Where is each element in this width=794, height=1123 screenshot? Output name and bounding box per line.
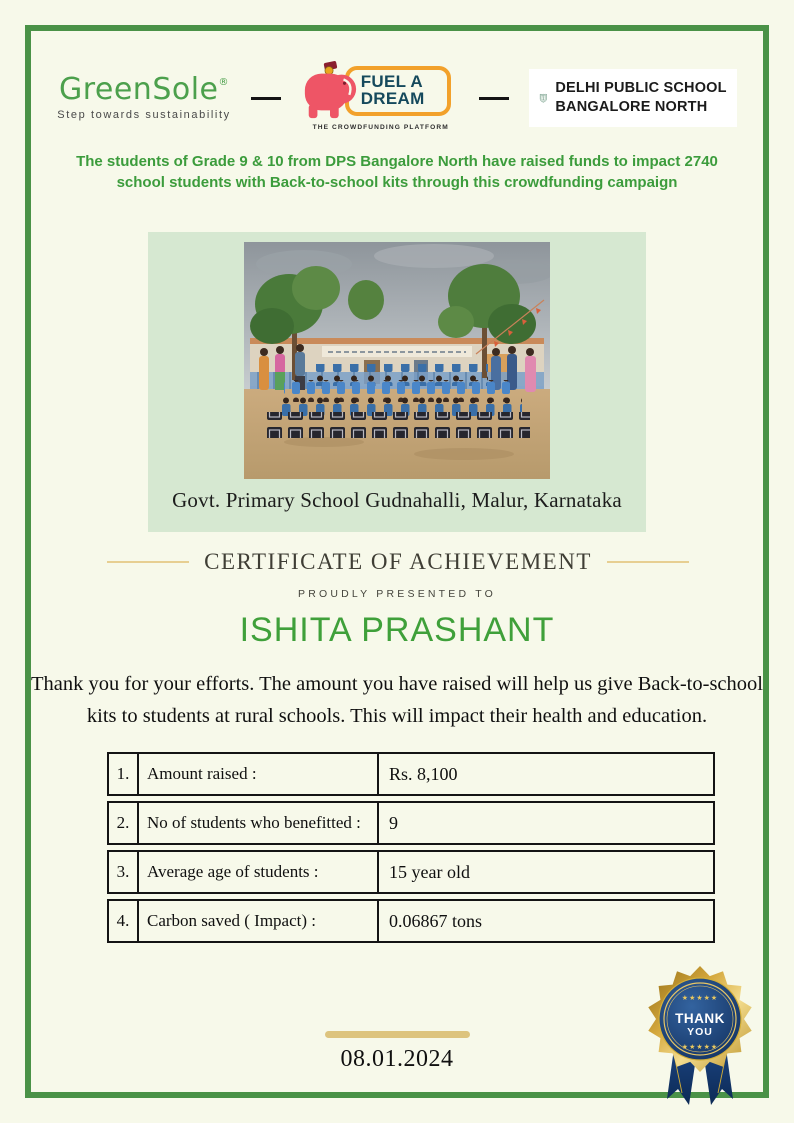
dps-line2: BANGALORE NORTH: [555, 99, 708, 115]
campaign-intro-text: The students of Grade 9 & 10 from DPS Bangalore North have raised funds to impact 2740 school students with Back-to-school kits through this crowdfunding campaign: [76, 153, 718, 191]
fuel-a-dream-wordmark: [345, 66, 451, 116]
fad-tagline: THE CROWDFUNDING PLATFORM: [312, 124, 449, 131]
gold-rule-left: [107, 561, 189, 563]
elephant-piggybank-icon: [301, 60, 359, 122]
greensole-tagline: Step towards sustainability: [57, 109, 231, 121]
school-photo-card: [148, 232, 646, 532]
school-photo: [244, 242, 550, 479]
fuel-a-dream-logo: [301, 58, 459, 138]
stars-top: ★★★★★: [681, 994, 719, 1002]
table-row: [107, 801, 715, 845]
registered-mark-icon: ®: [218, 77, 230, 88]
row-number: 3.: [109, 852, 139, 892]
gold-rule-right: [607, 561, 689, 563]
row-value: 15 year old: [389, 861, 470, 882]
date-rule: [325, 1031, 470, 1038]
fad-line1: FUEL A: [360, 72, 423, 91]
recipient-name: ISHITA PRASHANT: [239, 611, 555, 649]
stars-bottom: ★★★★★: [681, 1043, 719, 1051]
dps-line1: DELHI PUBLIC SCHOOL: [555, 80, 727, 97]
impact-table: [107, 752, 715, 948]
certificate-date: 08.01.2024: [340, 1046, 454, 1072]
certificate-heading: CERTIFICATE OF ACHIEVEMENT: [204, 549, 592, 574]
dps-logo: [529, 69, 737, 127]
photo-caption: Govt. Primary School Gudnahalli, Malur, Karnataka: [172, 488, 622, 512]
row-label: Average age of students :: [139, 852, 379, 892]
row-number: 4.: [109, 901, 139, 941]
thank-you-message: Thank you for your efforts. The amount you have raised will help us give Back-to-school kits to students at rural schools. This will impact their health and education.: [31, 673, 763, 727]
table-row: [107, 899, 715, 943]
row-value: Rs. 8,100: [389, 763, 458, 784]
row-label: Amount raised :: [139, 754, 379, 794]
separator-dash-icon: [479, 97, 509, 100]
presented-to-label: PROUDLY PRESENTED TO: [297, 588, 496, 600]
badge-line2: YOU: [687, 1026, 713, 1038]
row-label: Carbon saved ( Impact) :: [139, 901, 379, 941]
greensole-logo: [57, 72, 231, 121]
row-label: No of students who benefitted :: [139, 803, 379, 843]
row-number: 1.: [109, 754, 139, 794]
row-value: 9: [389, 812, 398, 833]
fad-line2: DREAM: [360, 89, 425, 109]
table-row: [107, 850, 715, 894]
dps-crest-icon: [539, 75, 548, 121]
greensole-wordmark: [57, 72, 230, 107]
certificate-heading-row: [107, 549, 689, 575]
dps-wordmark: [555, 79, 726, 117]
greensole-name: GreenSole: [58, 72, 219, 107]
separator-dash-icon: [251, 97, 281, 100]
badge-line1: THANK: [675, 1011, 725, 1026]
table-row: [107, 752, 715, 796]
thank-you-badge: [645, 963, 755, 1109]
row-value: 0.06867 tons: [389, 910, 483, 931]
logo-header: [31, 56, 763, 140]
row-number: 2.: [109, 803, 139, 843]
